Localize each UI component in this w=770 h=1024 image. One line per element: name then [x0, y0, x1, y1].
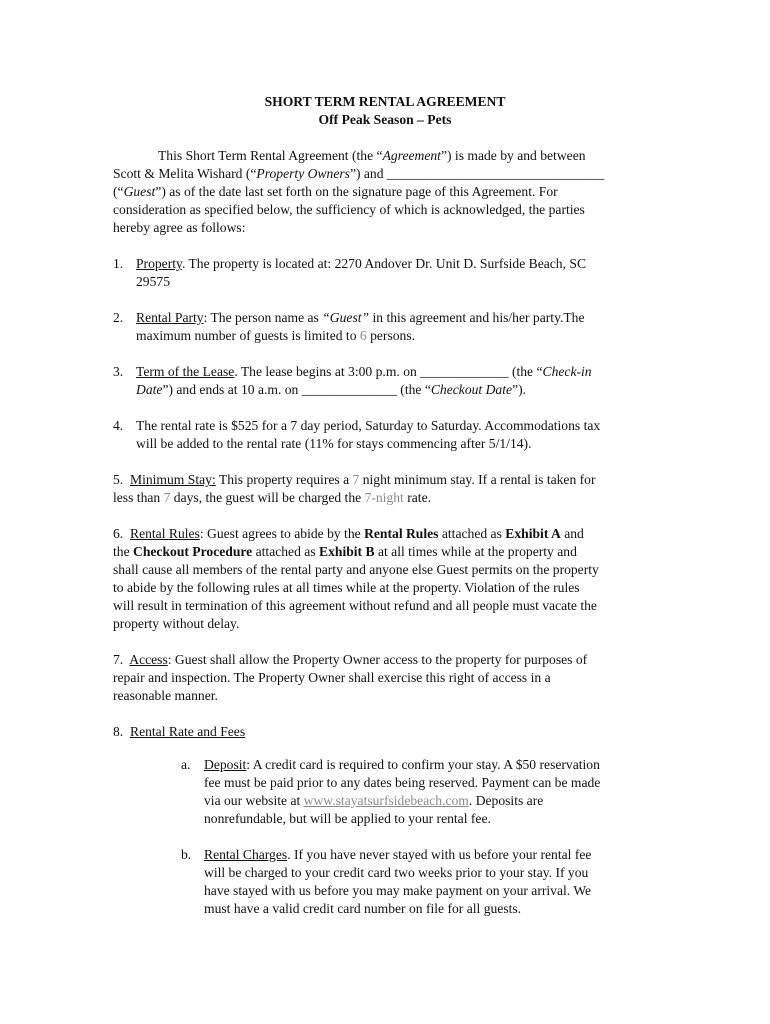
section-8a-line-3: via our website at www.stayatsurfsidebeach.com. Deposits are [204, 793, 544, 808]
section-8b-line-1: Rental Charges. If you have never stayed with us before your rental fee [204, 847, 592, 862]
section-8a-line-2: fee must be paid prior to any dates being reserved. Payment can be made [204, 775, 601, 790]
section-7-heading: Access [129, 652, 168, 667]
section-8a-line-4: nonrefundable, but will be applied to your rental fee. [204, 811, 491, 826]
section-4-number: 4. [113, 418, 124, 433]
section-2-heading: Rental Party [136, 310, 204, 325]
intro-line-2: Scott & Melita Wishard (“Property Owners”) and ________________________________ [113, 166, 605, 181]
section-8a-heading: Deposit [204, 757, 247, 772]
section-4-line-2: will be added to the rental rate (11% for stays commencing after 5/1/14). [136, 436, 532, 451]
section-5-line-2: less than 7 days, the guest will be charged the 7-night rate. [113, 490, 432, 505]
section-7-line-2: repair and inspection. The Property Owner shall exercise this right of access in a [113, 670, 551, 685]
document-subtitle: Off Peak Season – Pets [318, 112, 452, 127]
intro-line-1: This Short Term Rental Agreement (the “Agreement”) is made by and between [158, 148, 586, 163]
intro-line-4: consideration as specified below, the sufficiency of which is acknowledged, the parties [113, 202, 585, 217]
section-6-line-2: the Checkout Procedure attached as Exhibit B at all times while at the property and [113, 544, 577, 559]
section-1-line-2: 29575 [136, 274, 170, 289]
section-6-heading: Rental Rules [130, 526, 200, 541]
section-8b-heading: Rental Charges [204, 847, 288, 862]
section-7-line-1: 7. Access: Guest shall allow the Property Owner access to the property for purposes of [113, 652, 588, 667]
section-8b-line-3: have stayed with us before you may make payment on your arrival. We [204, 883, 592, 898]
section-8-heading: Rental Rate and Fees [130, 724, 246, 739]
section-6-line-1: 6. Rental Rules: Guest agrees to abide by the Rental Rules attached as Exhibit A and [113, 526, 584, 541]
section-5-heading: Minimum Stay: [130, 472, 216, 487]
section-1-number: 1. [113, 256, 124, 271]
section-8a-line-1: Deposit: A credit card is required to confirm your stay. A $50 reservation [204, 757, 600, 772]
section-2-line-2: maximum number of guests is limited to 6 persons. [136, 328, 416, 343]
section-2-number: 2. [113, 310, 124, 325]
section-4-line-1: The rental rate is $525 for a 7 day period, Saturday to Saturday. Accommodations tax [136, 418, 601, 433]
website-link[interactable]: www.stayatsurfsidebeach.com [303, 793, 469, 808]
section-8b-line-2: will be charged to your credit card two weeks prior to your stay. If you [204, 865, 589, 880]
section-3-heading: Term of the Lease [136, 364, 235, 379]
section-2-line-1: Rental Party: The person name as “Guest” in this agreement and his/her party.The [136, 310, 585, 325]
section-3-number: 3. [113, 364, 124, 379]
section-3-line-2: Date”) and ends at 10 a.m. on ______________ (the “Checkout Date”). [136, 382, 526, 397]
section-8b-line-4: must have a valid credit card number on file for all guests. [204, 901, 522, 916]
intro-line-5: hereby agree as follows: [113, 220, 246, 235]
section-6-line-6: property without delay. [113, 616, 240, 631]
section-6-line-5: will result in termination of this agreement without refund and all people must vacate the [113, 598, 597, 613]
section-6-line-4: to abide by the following rules at all times while at the property. Violation of the rules [113, 580, 580, 595]
section-5-line-1: 5. Minimum Stay: This property requires a 7 night minimum stay. If a rental is taken for [113, 472, 596, 487]
section-8-line-1: 8. Rental Rate and Fees [113, 724, 246, 739]
section-8a-letter: a. [181, 757, 191, 772]
section-8b-letter: b. [181, 847, 192, 862]
section-3-line-1: Term of the Lease. The lease begins at 3:00 p.m. on _____________ (the “Check-in [136, 364, 592, 379]
document-title: SHORT TERM RENTAL AGREEMENT [264, 94, 506, 109]
section-6-line-3: shall cause all members of the rental party and anyone else Guest permits on the property [113, 562, 599, 577]
section-7-line-3: reasonable manner. [113, 688, 218, 703]
section-1-heading: Property [136, 256, 182, 271]
section-1-line-1: Property. The property is located at: 2270 Andover Dr. Unit D. Surfside Beach, SC [136, 256, 587, 271]
intro-line-3: (“Guest”) as of the date last set forth on the signature page of this Agreement. For [113, 184, 558, 199]
